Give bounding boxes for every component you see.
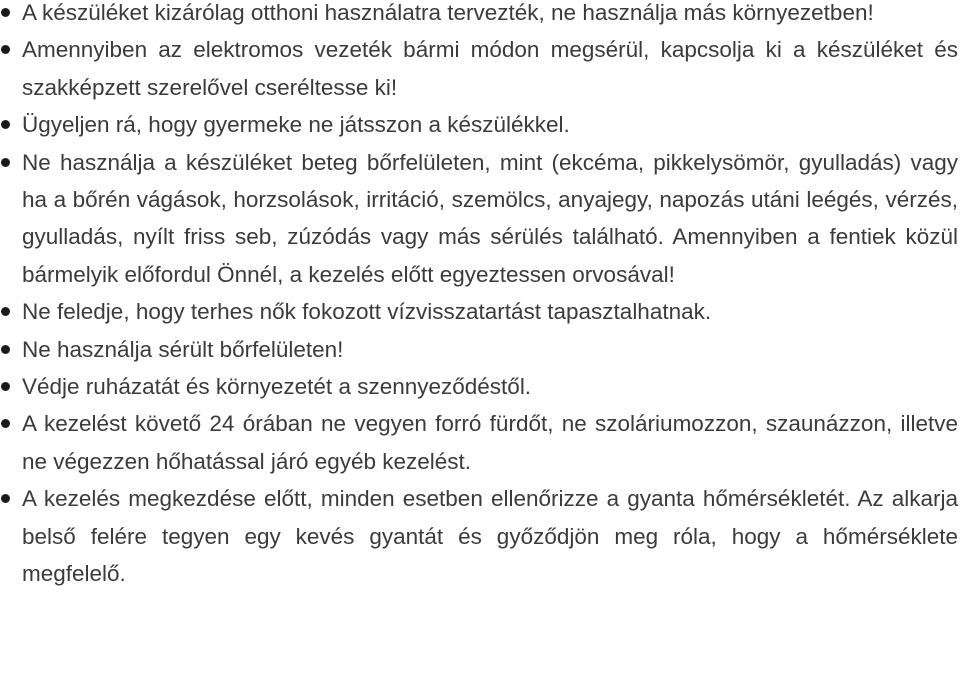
bullet-icon — [1, 494, 10, 503]
list-item-text: A kezelés megkezdése előtt, minden esetben ellenőrizze a gyanta hőmérsékletét. Az alkarja belső felére tegyen egy kevés gyantát és győződjön meg róla, hogy a hőmérséklete megfelelő. — [22, 486, 958, 587]
list-item — [0, 293, 958, 330]
list-item-text: A kezelést követő 24 órában ne vegyen forró fürdőt, ne szoláriumozzon, szaunázzon, illetve ne végezzen hőhatással járó egyéb kezelést. — [22, 411, 958, 474]
list-item — [0, 0, 958, 31]
bullet-icon — [1, 419, 10, 428]
list-item-text: Védje ruházatát és környezetét a szennyeződéstől. — [22, 374, 532, 400]
bullet-icon — [1, 8, 10, 17]
list-item-text: A készüléket kizárólag otthoni használatra tervezték, ne használja más környezetben! — [22, 0, 874, 25]
list-item-text: Amennyiben az elektromos vezeték bármi módon megsérül, kapcsolja ki a készüléket és szakképzett szerelővel cseréltesse ki! — [22, 37, 958, 100]
list-item — [0, 31, 958, 106]
list-item-text: Ne feledje, hogy terhes nők fokozott vízvisszatartást tapasztalhatnak. — [22, 299, 712, 325]
bullet-icon — [1, 345, 10, 354]
list-item — [0, 106, 958, 143]
bullet-icon — [1, 158, 10, 167]
bullet-icon — [1, 382, 10, 391]
list-item — [0, 405, 958, 480]
list-item — [0, 331, 958, 368]
bullet-icon — [1, 120, 10, 129]
list-item — [0, 368, 958, 405]
list-item-text: Ne használja a készüléket beteg bőrfelületen, mint (ekcéma, pikkelysömör, gyulladás) vagy ha a bőrén vágások, horzsolások, irritáció, szemölcs, anyajegy, napozás utáni leégés, vérzés, gyulladás, nyílt friss seb, zúzódás vagy más sérülés található. Amennyiben a fentiek közül bármelyik előfordul Önnél, a kezelés előtt egyeztessen orvosával! — [22, 149, 958, 287]
list-item-text: Ne használja sérült bőrfelületen! — [22, 336, 344, 362]
list-item — [0, 144, 958, 294]
list-item-text: Ügyeljen rá, hogy gyermeke ne játsszon a készülékkel. — [22, 112, 570, 138]
bullet-icon — [1, 45, 10, 54]
bullet-icon — [1, 307, 10, 316]
list-item — [0, 480, 958, 592]
